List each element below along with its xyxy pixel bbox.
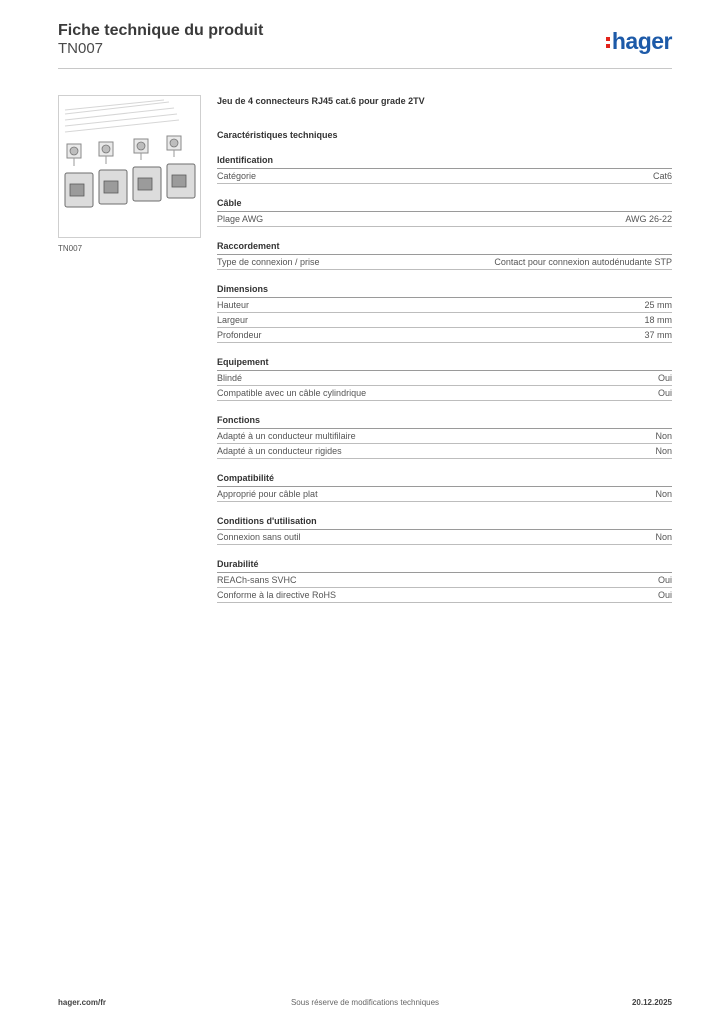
spec-group [217,558,672,603]
rj45-connectors-illustration [59,96,200,237]
product-reference: TN007 [58,40,104,57]
spec-label: Compatible avec un câble cylindrique [217,388,367,398]
spec-group-title: Câble [217,197,672,212]
spec-group-title: Dimensions [217,283,672,298]
header-divider [58,68,672,69]
spec-label: Adapté à un conducteur rigides [217,446,342,456]
page-footer [58,998,672,1010]
spec-group-title: Compatibilité [217,472,672,487]
spec-value: Oui [657,373,672,383]
document-title: Fiche technique du produit [58,22,264,39]
spec-group [217,356,672,401]
spec-row [217,386,672,401]
spec-row [217,444,672,459]
spec-group [217,414,672,459]
spec-row [217,588,672,603]
spec-row [217,212,672,227]
spec-label: Type de connexion / prise [217,257,320,267]
specs-heading: Caractéristiques techniques [217,130,338,140]
spec-value: Oui [657,388,672,398]
spec-value: Non [655,532,672,542]
spec-group-title: Raccordement [217,240,672,255]
spec-value: Non [655,431,672,441]
spec-row [217,328,672,343]
spec-row [217,169,672,184]
spec-group [217,240,672,270]
footer-website-link[interactable]: hager.com/fr [58,998,107,1007]
spec-row [217,313,672,328]
spec-group-title: Fonctions [217,414,672,429]
spec-label: Connexion sans outil [217,532,301,542]
spec-value: Non [655,489,672,499]
product-image [58,95,201,238]
spec-group-title: Equipement [217,356,672,371]
spec-row [217,530,672,545]
spec-label: Approprié pour câble plat [217,489,318,499]
spec-value: 25 mm [644,300,672,310]
spec-row [217,298,672,313]
spec-group [217,472,672,502]
spec-value: AWG 26-22 [625,214,672,224]
spec-group [217,154,672,184]
spec-groups [217,154,672,603]
footer-notice: Sous réserve de modifications techniques [290,998,440,1007]
spec-label: Conforme à la directive RoHS [217,590,337,600]
product-description: Jeu de 4 connecteurs RJ45 cat.6 pour grade 2TV [217,96,425,106]
spec-value: 18 mm [644,315,672,325]
spec-label: Blindé [217,373,243,383]
spec-label: REACh-sans SVHC [217,575,297,585]
spec-value: Oui [657,590,672,600]
spec-value: Oui [657,575,672,585]
footer-date: 20.12.2025 [631,998,672,1007]
spec-label: Adapté à un conducteur multifilaire [217,431,356,441]
spec-label: Largeur [217,315,249,325]
spec-group-title: Conditions d'utilisation [217,515,672,530]
spec-group [217,515,672,545]
logo-wordmark: hager [611,28,672,54]
spec-label: Hauteur [217,300,250,310]
spec-label: Plage AWG [217,214,264,224]
spec-group [217,283,672,343]
spec-row [217,487,672,502]
spec-group [217,197,672,227]
spec-row [217,255,672,270]
spec-group-title: Durabilité [217,558,672,573]
spec-value: Non [655,446,672,456]
spec-value: Cat6 [652,171,672,181]
hager-logo[interactable] [612,28,672,58]
spec-row [217,371,672,386]
spec-row [217,573,672,588]
page-header [58,22,672,70]
spec-group-title: Identification [217,154,672,169]
specifications-panel [217,95,672,603]
spec-value: 37 mm [644,330,672,340]
spec-row [217,429,672,444]
spec-label: Catégorie [217,171,257,181]
spec-label: Profondeur [217,330,262,340]
image-caption: TN007 [58,244,83,253]
spec-value: Contact pour connexion autodénudante STP [494,257,672,267]
logo-dots-icon [606,37,610,51]
